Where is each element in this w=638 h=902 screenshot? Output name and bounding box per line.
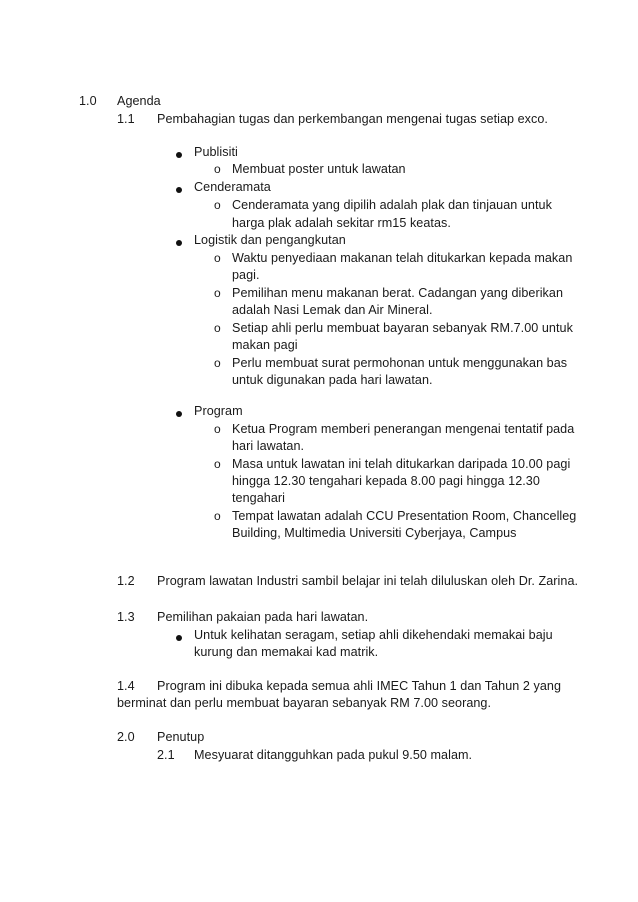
sub-item-text: harga plak adalah sekitar rm15 keatas.	[232, 216, 451, 230]
sub-item-text: hingga 12.30 tengahari kepada 8.00 pagi hingga 12.30	[232, 474, 540, 488]
bullet-icon	[176, 411, 182, 417]
bullet-icon	[176, 635, 182, 641]
subsection-text: berminat dan perlu membuat bayaran sebanyak RM 7.00 seorang.	[117, 696, 492, 710]
sub-item-text: Masa untuk lawatan ini telah ditukarkan daripada 10.00 pagi	[232, 457, 571, 471]
subsection-number: 1.1	[117, 112, 135, 126]
sub-bullet-icon: o	[214, 509, 221, 523]
bullet-label: Program	[194, 404, 243, 418]
section-title: Penutup	[157, 730, 205, 744]
sub-item-text: pagi.	[232, 268, 260, 282]
sub-item-text: Setiap ahli perlu membuat bayaran sebanyak RM.7.00 untuk	[232, 321, 573, 335]
section-title: Agenda	[117, 94, 161, 108]
bullet-icon	[176, 187, 182, 193]
subsection-number: 2.1	[157, 748, 175, 762]
sub-item-text: Cenderamata yang dipilih adalah plak dan tinjauan untuk	[232, 198, 552, 212]
sub-bullet-icon: o	[214, 286, 221, 300]
sub-item-text: hari lawatan.	[232, 439, 305, 453]
bullet-text: Untuk kelihatan seragam, setiap ahli dikehendaki memakai baju	[194, 628, 553, 642]
subsection-text: Program ini dibuka kepada semua ahli IMEC Tahun 1 dan Tahun 2 yang	[157, 679, 561, 693]
sub-item-text: untuk digunakan pada hari lawatan.	[232, 373, 433, 387]
sub-item-text: Building, Multimedia Universiti Cyberjaya, Campus	[232, 526, 517, 540]
section-number: 1.0	[79, 94, 97, 108]
subsection-number: 1.3	[117, 610, 135, 624]
sub-item-text: adalah Nasi Lemak dan Air Mineral.	[232, 303, 433, 317]
subsection-text: Program lawatan Industri sambil belajar ini telah diluluskan oleh Dr. Zarina.	[157, 574, 579, 588]
sub-item-text: Tempat lawatan adalah CCU Presentation Room, Chancelleg	[232, 509, 577, 523]
sub-item-text: Ketua Program memberi penerangan mengenai tentatif pada	[232, 422, 575, 436]
bullet-text: kurung dan memakai kad matrik.	[194, 645, 379, 659]
sub-item-text: tengahari	[232, 491, 285, 505]
bullet-label: Logistik dan pengangkutan	[194, 233, 346, 247]
sub-bullet-icon: o	[214, 457, 221, 471]
sub-item-text: Perlu membuat surat permohonan untuk menggunakan bas	[232, 356, 568, 370]
sub-bullet-icon: o	[214, 422, 221, 436]
sub-item-text: Waktu penyediaan makanan telah ditukarkan kepada makan	[232, 251, 573, 265]
bullet-label: Publisiti	[194, 145, 238, 159]
bullet-label: Cenderamata	[194, 180, 271, 194]
sub-bullet-icon: o	[214, 321, 221, 335]
subsection-number: 1.2	[117, 574, 135, 588]
sub-bullet-icon: o	[214, 251, 221, 265]
sub-item-text: Membuat poster untuk lawatan	[232, 162, 406, 176]
section-number: 2.0	[117, 730, 135, 744]
bullet-icon	[176, 152, 182, 158]
sub-item-text: Pemilihan menu makanan berat. Cadangan yang diberikan	[232, 286, 563, 300]
bullet-icon	[176, 240, 182, 246]
sub-item-text: makan pagi	[232, 338, 298, 352]
subsection-title: Pembahagian tugas dan perkembangan mengenai tugas setiap exco.	[157, 112, 548, 126]
subsection-text: Pemilihan pakaian pada hari lawatan.	[157, 610, 369, 624]
subsection-number: 1.4	[117, 679, 135, 693]
sub-bullet-icon: o	[214, 162, 221, 176]
subsection-text: Mesyuarat ditangguhkan pada pukul 9.50 malam.	[194, 748, 473, 762]
sub-bullet-icon: o	[214, 198, 221, 212]
sub-bullet-icon: o	[214, 356, 221, 370]
